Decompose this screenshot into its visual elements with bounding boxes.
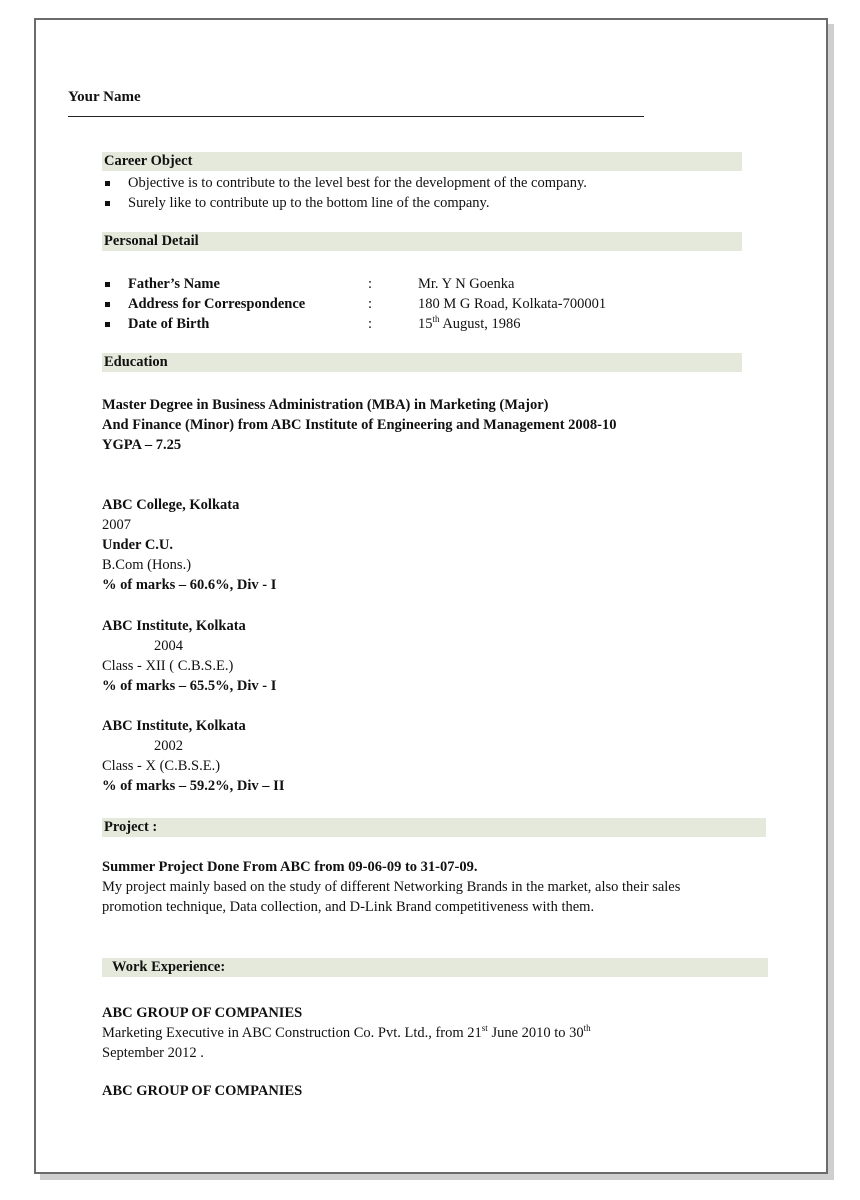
inst10-marks: % of marks – 59.2%, Div – II — [102, 778, 285, 794]
personal-details — [102, 274, 702, 334]
spacer — [102, 1063, 742, 1081]
bullet-icon — [105, 302, 110, 307]
work-block — [102, 1003, 742, 1101]
college-year: 2007 — [102, 517, 131, 533]
project-description: My project mainly based on the study of different Networking Brands in the market, also their sales promotion technique, Data collection, and D-Link Brand competitiveness with them. — [102, 879, 681, 915]
personal-value: Mr. Y N Goenka — [418, 276, 515, 292]
name-underline — [68, 116, 644, 117]
personal-row-dob — [102, 314, 702, 334]
personal-sep: : — [368, 276, 373, 292]
personal-sep: : — [368, 296, 373, 312]
personal-sep: : — [368, 316, 373, 332]
career-bullets — [102, 173, 587, 213]
personal-row-father — [102, 274, 702, 294]
dob-rest: August, 1986 — [439, 316, 521, 332]
resume-name: Your Name — [68, 89, 141, 105]
college-block — [102, 495, 772, 595]
personal-row-address — [102, 294, 702, 314]
project-heading: Project : — [102, 818, 766, 837]
personal-key: Father’s Name — [128, 276, 220, 292]
college-degree: B.Com (Hons.) — [102, 557, 192, 573]
education-heading: Education — [102, 353, 742, 372]
dob-day: 15 — [418, 316, 433, 332]
college-name: ABC College, Kolkata — [102, 497, 240, 513]
work-company: ABC GROUP OF COMPANIES — [102, 1083, 303, 1099]
personal-heading: Personal Detail — [102, 232, 742, 251]
work-description-end: September 2012 . — [102, 1045, 204, 1061]
work-description — [102, 1023, 742, 1043]
career-heading: Career Object — [102, 152, 742, 171]
mba-line: Master Degree in Business Administration (MBA) in Marketing (Major) — [102, 397, 549, 413]
inst12-class: Class - XII ( C.B.S.E.) — [102, 658, 234, 674]
inst10-name: ABC Institute, Kolkata — [102, 718, 246, 734]
work-desc-part: June 2010 to 30 — [487, 1025, 584, 1041]
college-marks: % of marks – 60.6%, Div - I — [102, 577, 277, 593]
personal-key: Date of Birth — [128, 316, 210, 332]
work-desc-sup: th — [583, 1023, 591, 1034]
bullet-icon — [105, 322, 110, 327]
inst10-class: Class - X (C.B.S.E.) — [102, 758, 221, 774]
career-bullet: Objective is to contribute to the level best for the development of the company. — [102, 173, 587, 193]
inst12-block — [102, 616, 772, 696]
personal-key: Address for Correspondence — [128, 296, 306, 312]
personal-value — [418, 314, 520, 334]
work-company: ABC GROUP OF COMPANIES — [102, 1005, 303, 1021]
career-bullet: Surely like to contribute up to the bottom line of the company. — [102, 193, 587, 213]
inst12-name: ABC Institute, Kolkata — [102, 618, 246, 634]
college-under: Under C.U. — [102, 537, 174, 553]
personal-value: 180 M G Road, Kolkata-700001 — [418, 296, 607, 312]
inst10-year: 2002 — [154, 738, 183, 754]
dob-suffix: th — [432, 314, 440, 325]
work-desc-part: Marketing Executive in ABC Construction Co. Pvt. Ltd., from 21 — [102, 1025, 482, 1041]
mba-block — [102, 395, 772, 455]
work-heading: Work Experience: — [102, 958, 768, 977]
bullet-icon — [105, 282, 110, 287]
mba-grade: YGPA – 7.25 — [102, 437, 182, 453]
inst12-marks: % of marks – 65.5%, Div - I — [102, 678, 277, 694]
mba-line: And Finance (Minor) from ABC Institute of Engineering and Management 2008-10 — [102, 417, 617, 433]
project-title: Summer Project Done From ABC from 09-06-09 to 31-07-09. — [102, 859, 478, 875]
project-block — [102, 857, 742, 917]
inst12-year: 2004 — [154, 638, 183, 654]
inst10-block — [102, 716, 772, 796]
work-desc-sup: st — [481, 1023, 488, 1034]
